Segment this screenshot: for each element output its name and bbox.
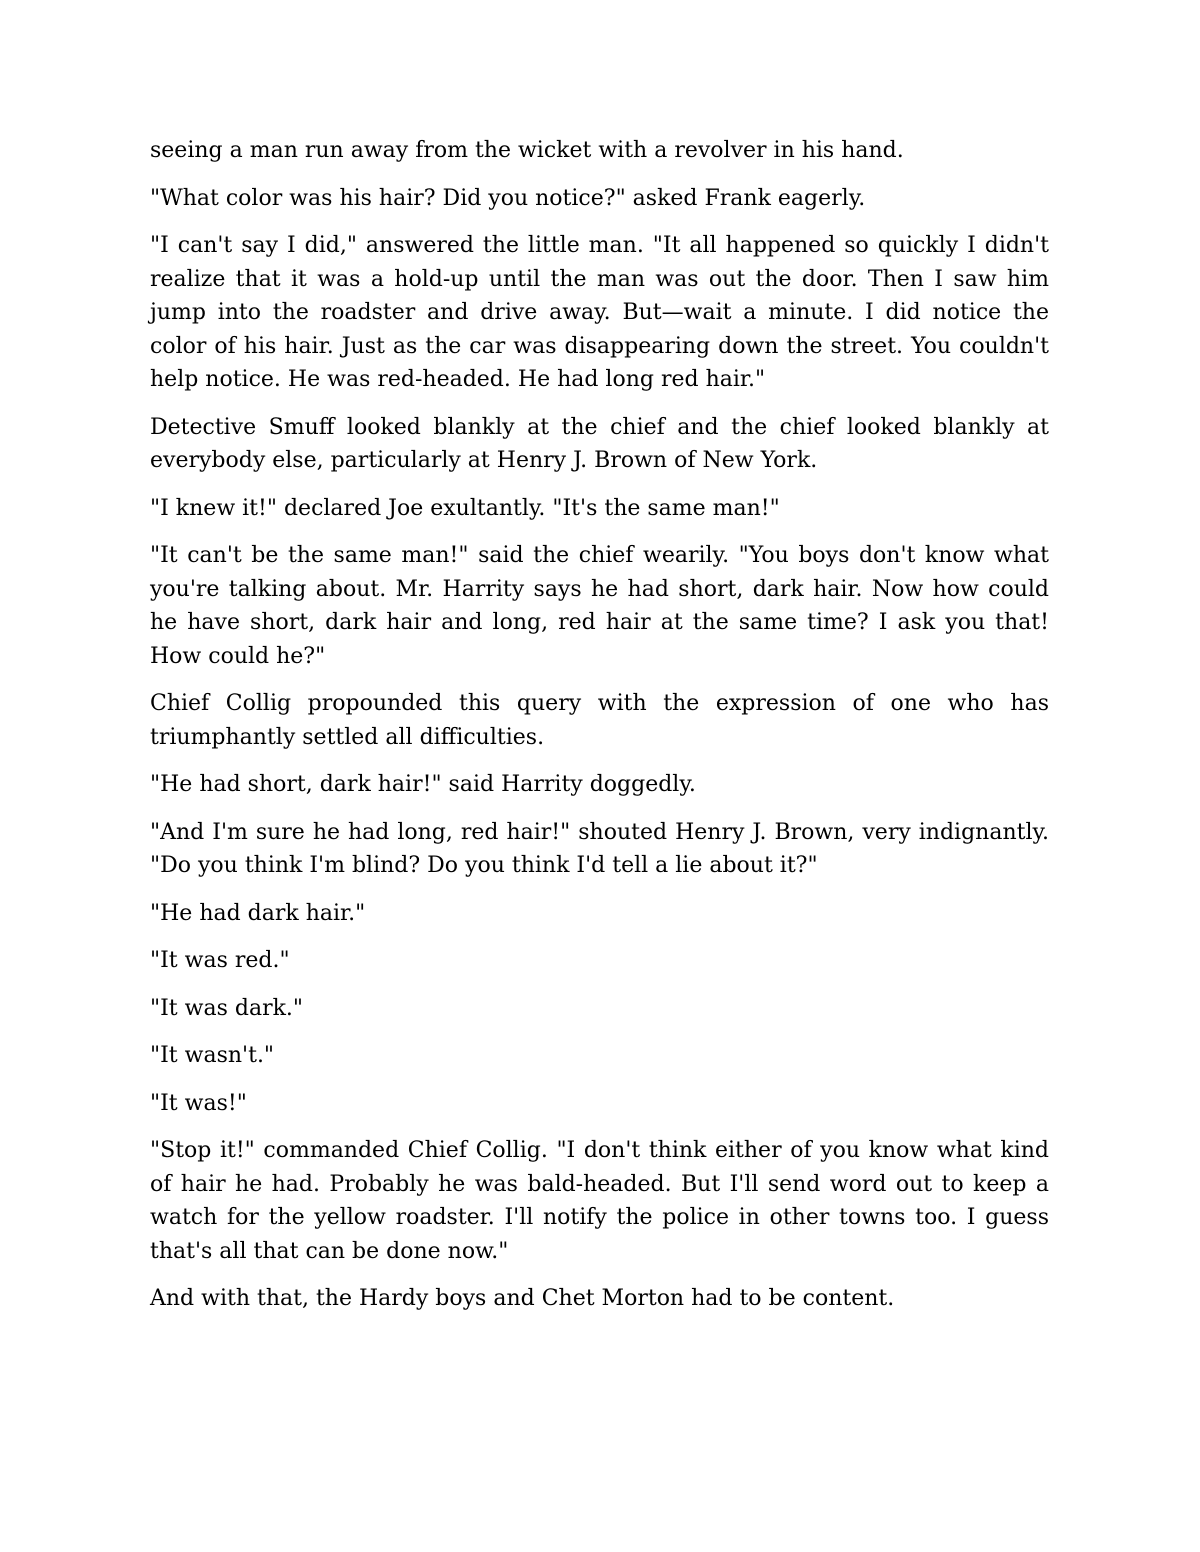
paragraph: "He had dark hair." [150, 900, 366, 926]
paragraph: "I can't say I did," answered the little man. "It all happened so quickly I didn't realize that it was a hold-up until the man was out the door. Then I saw him jump into the roadster and drive away. But—wait a minute. I did notice the color of his hair. Just as the car was disappearing down the street. You couldn't help notice. He was red-headed. He had long red hair." [150, 233, 1049, 392]
paragraph: "It was red." [150, 948, 290, 973]
paragraph: "And I'm sure he had long, red hair!" shouted Henry J. Brown, very indignantly. "Do you think I'm blind? Do you think I'd tell a lie about it?" [150, 819, 1049, 878]
paragraph: "He had short, dark hair!" said Harrity doggedly. [150, 772, 696, 797]
paragraph: "It can't be the same man!" said the chief wearily. "You boys don't know what you're talking about. Mr. Harrity says he had short, dark hair. Now how could he have short, dark hair and long, red hair at the same time? I ask you that! How could he?" [150, 543, 1049, 669]
paragraph: seeing a man run away from the wicket with a revolver in his hand. [150, 138, 904, 163]
paragraph: And with that, the Hardy boys and Chet Morton had to be content. [150, 1286, 895, 1311]
paragraph: Detective Smuff looked blankly at the chief and the chief looked blankly at everybody else, particularly at Henry J. Brown of New York. [150, 414, 1049, 473]
paragraph: "It wasn't." [150, 1043, 275, 1068]
paragraph: "What color was his hair? Did you notice?" asked Frank eagerly. [150, 185, 866, 211]
paragraph: "Stop it!" commanded Chief Collig. "I don't think either of you know what kind of hair he had. Probably he was bald-headed. But I'll send word out to keep a watch for the yellow roadster. I'll notify the police in other towns too. I guess that's all that can be done now." [150, 1138, 1049, 1264]
paragraph: "It was!" [150, 1090, 247, 1116]
paragraph: "It was dark." [150, 995, 304, 1021]
paragraph: "I knew it!" declared Joe exultantly. "It's the same man!" [150, 495, 780, 521]
paragraph: Chief Collig propounded this query with the expression of one who has triumphantly settled all difficulties. [150, 691, 1049, 750]
